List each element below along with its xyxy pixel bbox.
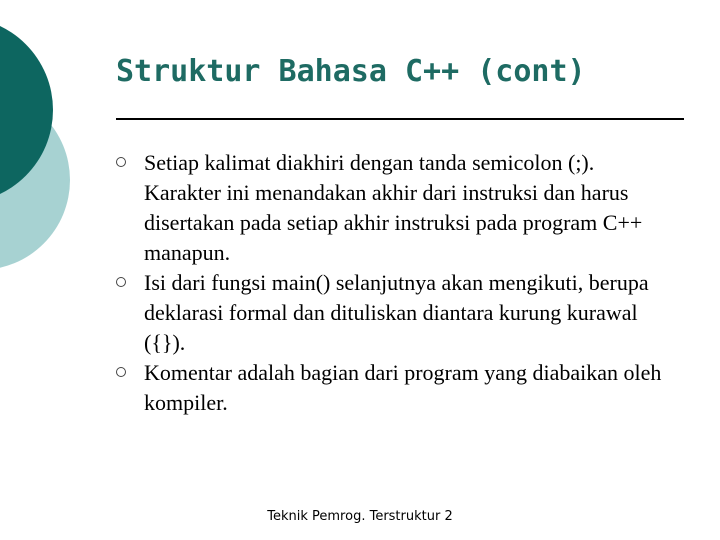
title-divider [116,118,684,120]
bullet-item [116,148,676,268]
bullet-list [116,148,676,418]
slide-footer: Teknik Pemrog. Terstruktur 2 [267,509,453,524]
bullet-text: Komentar adalah bagian dari program yang diabaikan oleh kompiler. [144,360,662,415]
bullet-text: Isi dari fungsi main() selanjutnya akan mengikuti, berupa deklarasi formal dan dituliskan diantara kurung kurawal ({}). [144,270,649,355]
hollow-circle-bullet-icon [116,157,126,167]
bullet-item [116,358,676,418]
bullet-item [116,268,676,358]
slide-title: Struktur Bahasa C++ (cont) [116,54,586,89]
hollow-circle-bullet-icon [116,277,126,287]
bullet-text: Setiap kalimat diakhiri dengan tanda semicolon (;). Karakter ini menandakan akhir dari instruksi dan harus disertakan pada setiap akhir instruksi pada program C++ manapun. [144,150,643,265]
decorative-circles [0,0,80,300]
hollow-circle-bullet-icon [116,367,126,377]
